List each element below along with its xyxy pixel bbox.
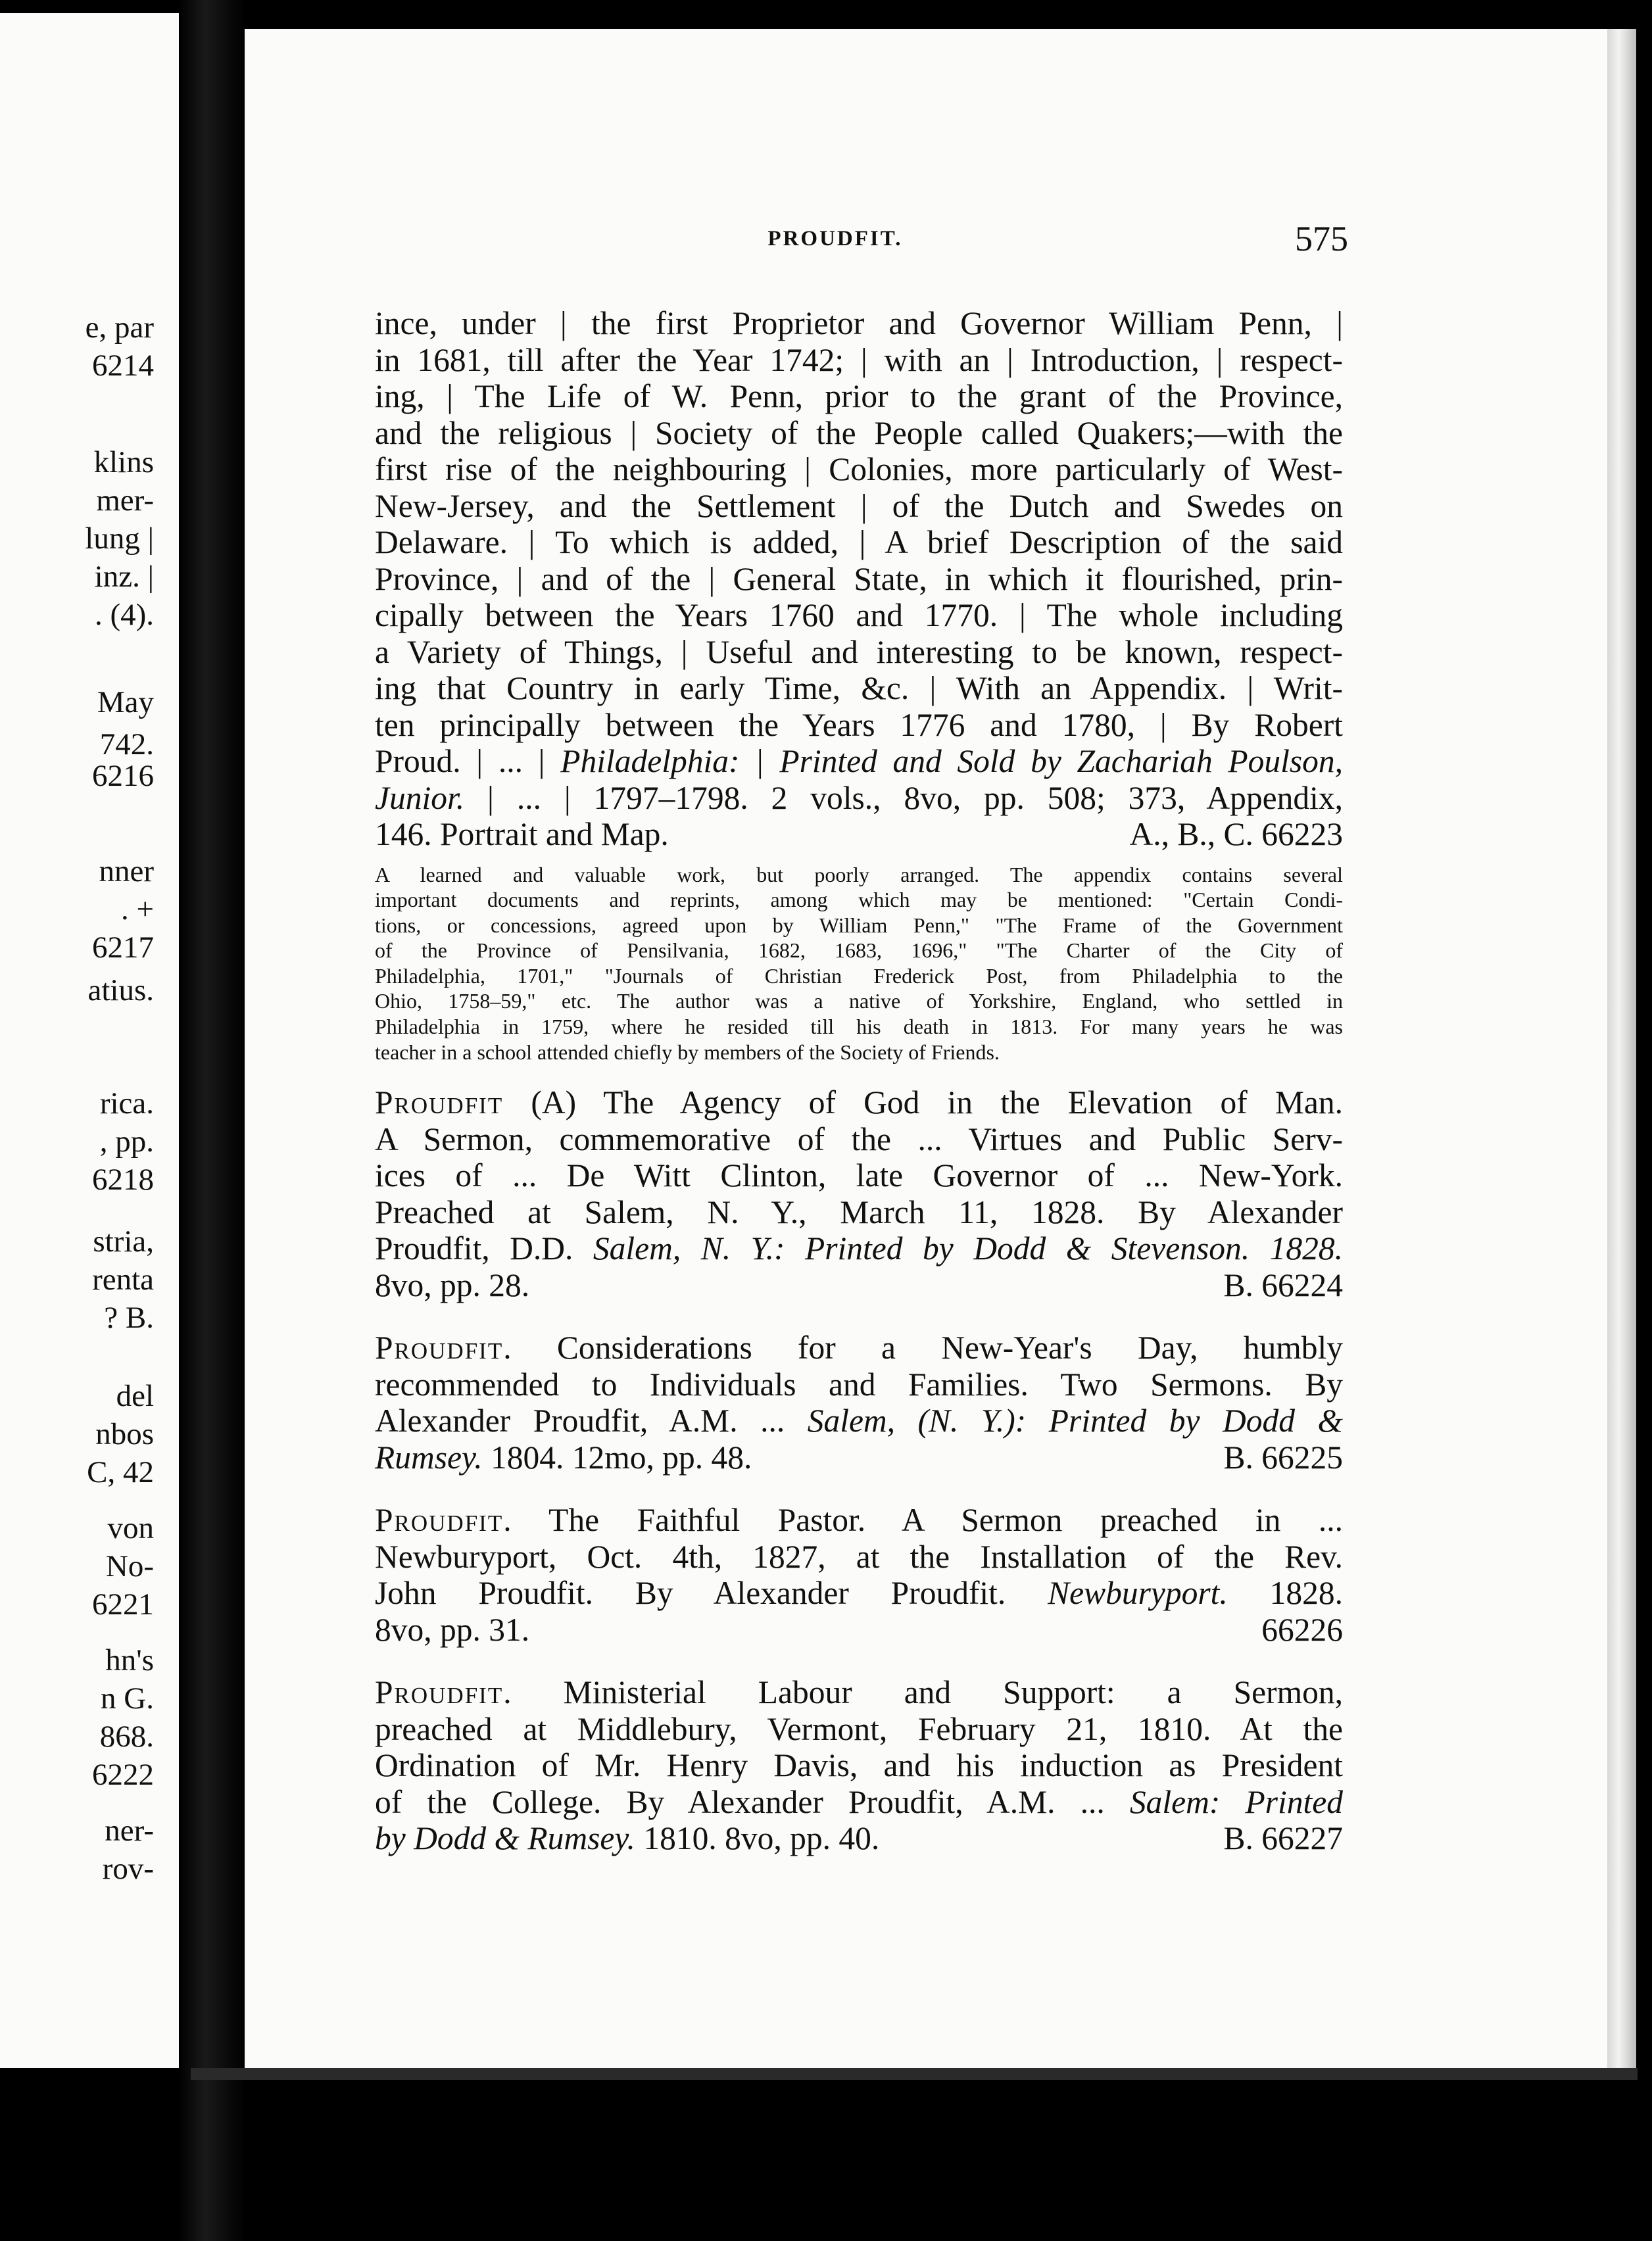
facing-page-text: nbos: [95, 1417, 154, 1451]
facing-page-text: mer-: [96, 483, 154, 518]
reference-number: 66226: [1261, 1611, 1343, 1648]
entry-author: Proudfit: [375, 1674, 504, 1711]
facing-page-text: May: [97, 685, 154, 719]
text-line: and the religious | Society of the People called Quakers;—with the: [375, 414, 1343, 451]
text-run: 1828.: [1227, 1575, 1344, 1612]
text-line: first rise of the neighbouring | Colonies, more particularly of West-: [375, 451, 1343, 487]
bibliography-entry: [375, 1674, 1343, 1857]
text-line: ten principally between the Years 1776 and 1780, | By Robert: [375, 706, 1343, 743]
text-line: [375, 743, 1343, 780]
facing-page-fragment: [0, 13, 179, 2068]
text-line: [375, 780, 1343, 817]
page-content: [375, 305, 1343, 1857]
text-line: ices of ... De Witt Clinton, late Governor of ... New-York.: [375, 1157, 1343, 1194]
bibliography-entry: [375, 1330, 1343, 1476]
text-run: 1804. 12mo, pp. 48.: [482, 1439, 752, 1476]
text-line: cipally between the Years 1760 and 1770. | The whole including: [375, 597, 1343, 633]
facing-page-text: stria,: [93, 1224, 154, 1259]
facing-page-text: von: [107, 1511, 154, 1545]
reference-number: B. 66225: [1223, 1439, 1343, 1476]
text-line: [375, 1612, 1343, 1649]
facing-page-text: atius.: [87, 973, 154, 1007]
text-line: recommended to Individuals and Families. Two Sermons. By: [375, 1366, 1343, 1403]
imprint-text: Philadelphia: | Printed and Sold by Zachariah Poulson,: [560, 743, 1344, 779]
note-line: Philadelphia, 1701," "Journals of Christian Frederick Post, from Philadelphia to the: [375, 963, 1343, 988]
page-edge: [1607, 29, 1636, 2074]
text-line: [375, 1502, 1343, 1539]
facing-page-text: No-: [105, 1549, 154, 1583]
facing-page-text: 6222: [92, 1758, 154, 1792]
text-line: Newburyport, Oct. 4th, 1827, at the Installation of the Rev.: [375, 1538, 1343, 1575]
text-line: [375, 1267, 1343, 1304]
text-line: [375, 1820, 1343, 1857]
text-line: [375, 816, 1343, 853]
text-line: [375, 1439, 1343, 1476]
reference-number: B. 66224: [1223, 1266, 1343, 1303]
note-line: Ohio, 1758–59," etc. The author was a native of Yorkshire, England, who settled in: [375, 989, 1343, 1013]
note-line: Philadelphia in 1759, where he resided till his death in 1813. For many years he was: [375, 1015, 1343, 1039]
text-line: [375, 1330, 1343, 1366]
facing-page-text: 6216: [92, 759, 154, 793]
running-header: PROUDFIT.: [767, 227, 903, 251]
text-line: [375, 1230, 1343, 1267]
facing-page-text: inz. |: [94, 560, 154, 594]
reference-number: B. 66227: [1223, 1820, 1343, 1857]
text-line: [375, 1403, 1343, 1439]
note-line: teacher in a school attended chiefly by members of the Society of Friends.: [375, 1040, 1000, 1064]
imprint-text: Rumsey.: [375, 1439, 483, 1476]
facing-page-text: rica.: [99, 1086, 154, 1120]
note-line: tions, or concessions, agreed upon by William Penn," "The Frame of the Government: [375, 913, 1343, 937]
facing-page-text: . +: [120, 892, 154, 927]
text-line: Preached at Salem, N. Y., March 11, 1828. By Alexander: [375, 1193, 1343, 1230]
text-line: [375, 1575, 1343, 1612]
text-line: Ordination of Mr. Henry Davis, and his induction as President: [375, 1747, 1343, 1784]
note-line: of the Province of Pensilvania, 1682, 1683, 1696," "The Charter of the City of: [375, 938, 1343, 963]
facing-page-text: C, 42: [87, 1455, 154, 1489]
imprint-text: Salem: Printed: [1129, 1783, 1343, 1820]
facing-page-text: 868.: [99, 1720, 154, 1754]
text-run: 1810. 8vo, pp. 40.: [635, 1820, 880, 1857]
facing-page-text: hn's: [105, 1643, 154, 1677]
imprint-text: Newburyport.: [1048, 1575, 1228, 1612]
text-run: . Ministerial Labour and Support: a Sermon,: [503, 1674, 1343, 1711]
continued-entry: [375, 305, 1343, 853]
text-run: . Considerations for a New-Year's Day, humbly: [503, 1330, 1343, 1366]
bibliography-entry: [375, 1502, 1343, 1648]
imprint-text: Salem, (N. Y.): Printed by Dodd &: [807, 1403, 1343, 1439]
facing-page-text: e, par: [85, 310, 154, 345]
text-run: John Proudfit. By Alexander Proudfit.: [375, 1575, 1048, 1612]
gutter-shadow: [179, 0, 245, 2241]
facing-page-text: del: [116, 1379, 154, 1413]
annotation-note: [375, 862, 1343, 1065]
facing-page-text: . (4).: [94, 598, 154, 632]
text-line: a Variety of Things, | Useful and interesting to be known, respect-: [375, 633, 1343, 670]
text-run: Proudfit, D.D.: [375, 1230, 593, 1267]
text-line: [375, 1674, 1343, 1711]
text-run: . The Faithful Pastor. A Sermon preached in ...: [503, 1502, 1343, 1539]
facing-page-text: 6218: [92, 1163, 154, 1197]
facing-page-text: rov-: [102, 1852, 154, 1886]
text-line: Province, | and of the | General State, in which it flourished, prin-: [375, 560, 1343, 597]
facing-page-text: n G.: [101, 1681, 154, 1716]
page-number: 575: [1295, 219, 1348, 258]
imprint-text: Salem, N. Y.: Printed by Dodd & Stevenson. 1828.: [593, 1230, 1343, 1267]
imprint-text: by Dodd & Rumsey.: [375, 1820, 635, 1857]
entry-author: Proudfit: [375, 1084, 504, 1121]
text-run: 8vo, pp. 31.: [375, 1611, 530, 1648]
text-run: 146. Portrait and Map.: [375, 816, 669, 852]
page-bottom-shadow: [191, 2068, 1638, 2080]
facing-page-text: ner-: [105, 1814, 154, 1848]
entry-author: Proudfit: [375, 1330, 504, 1366]
text-line: ince, under | the first Proprietor and Governor William Penn, |: [375, 305, 1343, 341]
text-line: Delaware. | To which is added, | A brief Description of the said: [375, 524, 1343, 560]
text-run: Proud. | ... |: [375, 743, 561, 779]
text-line: ing that Country in early Time, &c. | With an Appendix. | Writ-: [375, 670, 1343, 706]
note-line: A learned and valuable work, but poorly arranged. The appendix contains several: [375, 862, 1343, 886]
facing-page-text: 6217: [92, 930, 154, 965]
text-line: A Sermon, commemorative of the ... Virtues and Public Serv-: [375, 1120, 1343, 1157]
note-line: important documents and reprints, among which may be mentioned: "Certain Condi-: [375, 888, 1343, 912]
facing-page-text: nner: [99, 854, 154, 888]
facing-page-text: 742.: [99, 727, 154, 761]
facing-page-text: , pp.: [99, 1124, 154, 1159]
text-line: ing, | The Life of W. Penn, prior to the grant of the Province,: [375, 378, 1343, 414]
text-run: of the College. By Alexander Proudfit, A.M. ...: [375, 1783, 1130, 1820]
facing-page-text: 6214: [92, 349, 154, 383]
text-run: | ... | 1797–1798. 2 vols., 8vo, pp. 508; 373, Appendix,: [464, 779, 1343, 816]
text-line: preached at Middlebury, Vermont, February 21, 1810. At the: [375, 1710, 1343, 1747]
text-line: in 1681, till after the Year 1742; | with an | Introduction, | respect-: [375, 341, 1343, 378]
reference-number: A., B., C. 66223: [1129, 816, 1343, 852]
text-line: [375, 1084, 1343, 1121]
facing-page-text: renta: [92, 1263, 154, 1297]
text-line: New-Jersey, and the Settlement | of the Dutch and Swedes on: [375, 487, 1343, 524]
text-line: [375, 1784, 1343, 1821]
text-run: Alexander Proudfit, A.M. ...: [375, 1403, 808, 1439]
entry-author: Proudfit: [375, 1502, 504, 1539]
facing-page-text: ? B.: [104, 1301, 154, 1335]
bibliography-entry: [375, 1084, 1343, 1303]
text-run: 8vo, pp. 28.: [375, 1266, 530, 1303]
imprint-text: Junior.: [375, 779, 465, 816]
text-run: (A) The Agency of God in the Elevation of Man.: [503, 1084, 1343, 1121]
facing-page-text: klins: [93, 445, 154, 479]
facing-page-text: lung |: [85, 521, 154, 556]
facing-page-text: 6221: [92, 1587, 154, 1622]
